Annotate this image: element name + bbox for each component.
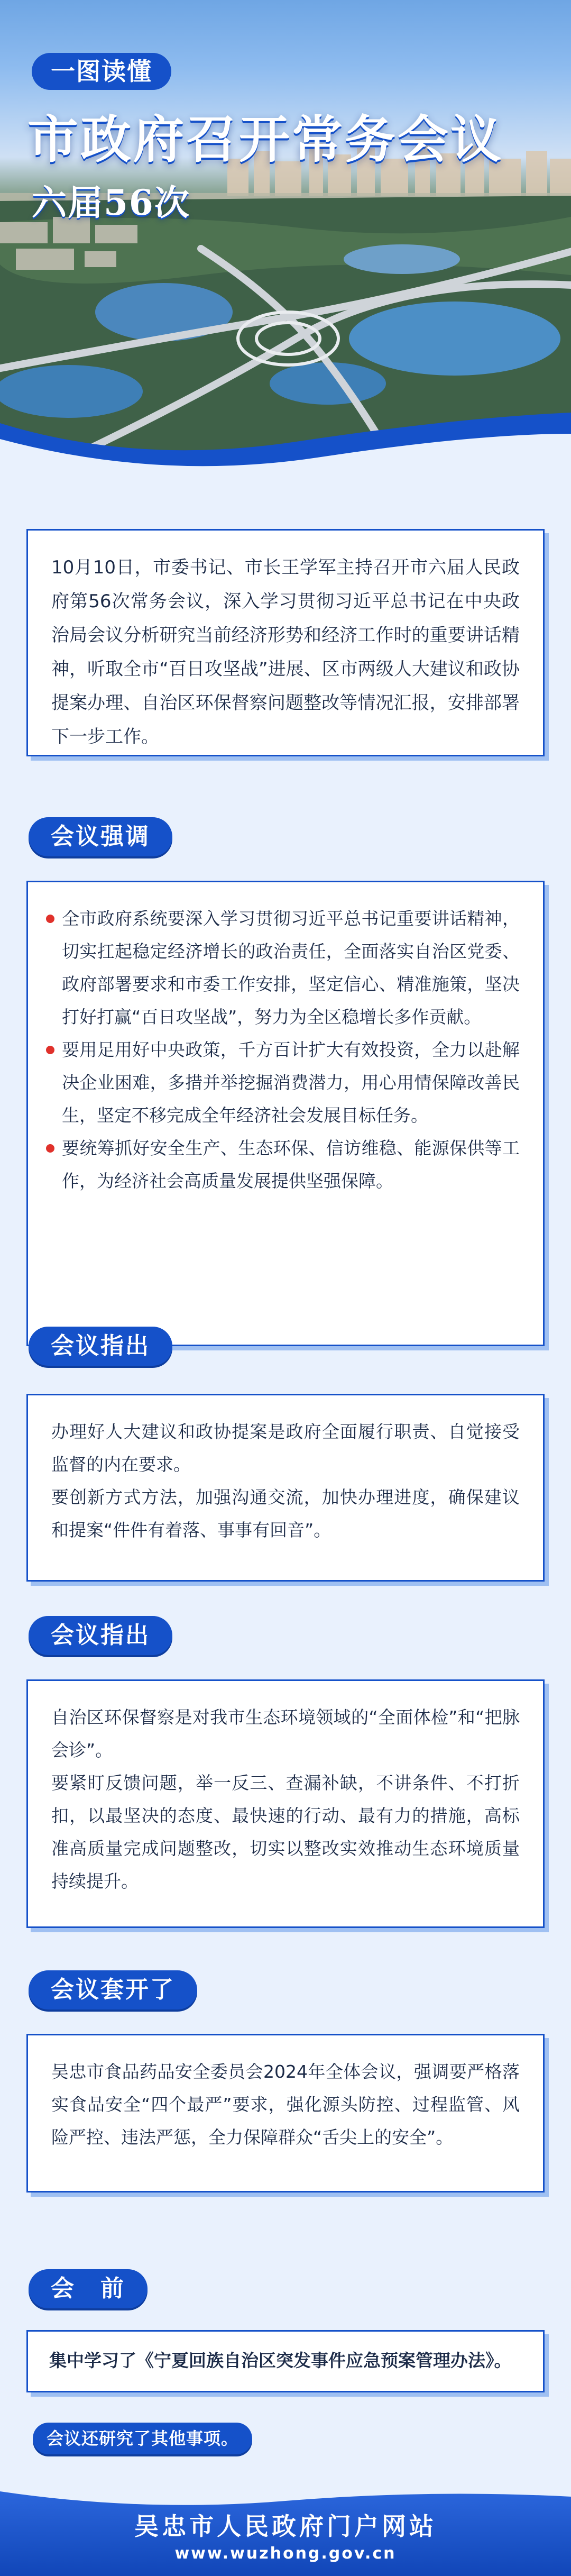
section-box-proposals bbox=[26, 1394, 545, 1582]
list-item: 要统筹抓好安全生产、生态环保、信访维稳、能源保供等工作，为经济社会高质量发展提供坚强保障。 bbox=[46, 1132, 520, 1198]
intro-box bbox=[26, 529, 545, 756]
closing-note: 会议还研究了其他事项。 bbox=[33, 2423, 252, 2454]
paragraph: 要紧盯反馈问题，举一反三、查漏补缺，不讲条件、不打折扣，以最坚决的态度、最快速的行动、最有力的措施，高标准高质量完成问题整改，切实以整改实效推动生态环境质量持续提升。 bbox=[51, 1773, 520, 1892]
paragraph: 吴忠市食品药品安全委员会2024年全体会议，强调要严格落实食品安全“四个最严”要求，强化源头防控、过程监管、风险严控、违法严惩，全力保障群众“舌尖上的安全”。 bbox=[51, 2061, 520, 2148]
section-heading-emphasize: 会议强调 bbox=[29, 817, 172, 856]
page-title: 市政府召开常务会议 bbox=[27, 110, 503, 169]
hero-banner bbox=[0, 0, 571, 476]
section-heading-joint-meeting: 会议套开了 bbox=[29, 1970, 197, 2009]
section-box-environment bbox=[26, 1679, 545, 1928]
paragraph: 自治区环保督察是对我市生态环境领域的“全面体检”和“把脉会诊”。 bbox=[51, 1707, 520, 1760]
page-subtitle: 六届56次 bbox=[32, 182, 190, 223]
list-item: 要用足用好中央政策，千方百计扩大有效投资，全力以赴解决企业困难，多措并举挖掘消费潜力，用心用情保障改善民生，坚定不移完成全年经济社会发展目标任务。 bbox=[46, 1034, 520, 1132]
list-item: 全市政府系统要深入学习贯彻习近平总书记重要讲话精神，切实扛起稳定经济增长的政治责任，全面落实自治区党委、政府部署要求和市委工作安排，坚定信心、精准施策，坚决打好打赢“百日攻坚战”，努力为全区稳增长多作贡献。 bbox=[46, 902, 520, 1034]
section-box-food-safety bbox=[26, 2034, 545, 2193]
footer-url[interactable]: www.wuzhong.gov.cn bbox=[174, 2544, 397, 2563]
section-heading-pointed-out-2: 会议指出 bbox=[29, 1616, 172, 1655]
footer-site-name: 吴忠市人民政府门户网站 bbox=[134, 2512, 437, 2541]
paragraph: 要创新方式方法，加强沟通交流，加快办理进度，确保建议和提案“件件有着落、事事有回音”。 bbox=[51, 1487, 520, 1540]
section-heading-pointed-out: 会议指出 bbox=[29, 1327, 172, 1366]
section-heading-before-meeting: 会 前 bbox=[29, 2269, 148, 2308]
header-tag: 一图读懂 bbox=[32, 53, 171, 90]
intro-text: 10月10日，市委书记、市长王学军主持召开市六届人民政府第56次常务会议，深入学习贯彻习近平总书记在中央政治局会议分析研究当前经济形势和经济工作时的重要讲话精神，听取全市“百日攻坚战”进展、区市两级人大建议和政协提案办理、自治区环保督察问题整改等情况汇报，安排部署下一步工作。 bbox=[51, 557, 520, 747]
section-box-emphasize bbox=[26, 881, 545, 1346]
section-box-study bbox=[26, 2330, 545, 2392]
paragraph: 集中学习了《宁夏回族自治区突发事件应急预案管理办法》。 bbox=[49, 2350, 512, 2371]
footer bbox=[0, 2491, 571, 2576]
paragraph: 办理好人大建议和政协提案是政府全面履行职责、自觉接受监督的内在要求。 bbox=[51, 1421, 520, 1475]
